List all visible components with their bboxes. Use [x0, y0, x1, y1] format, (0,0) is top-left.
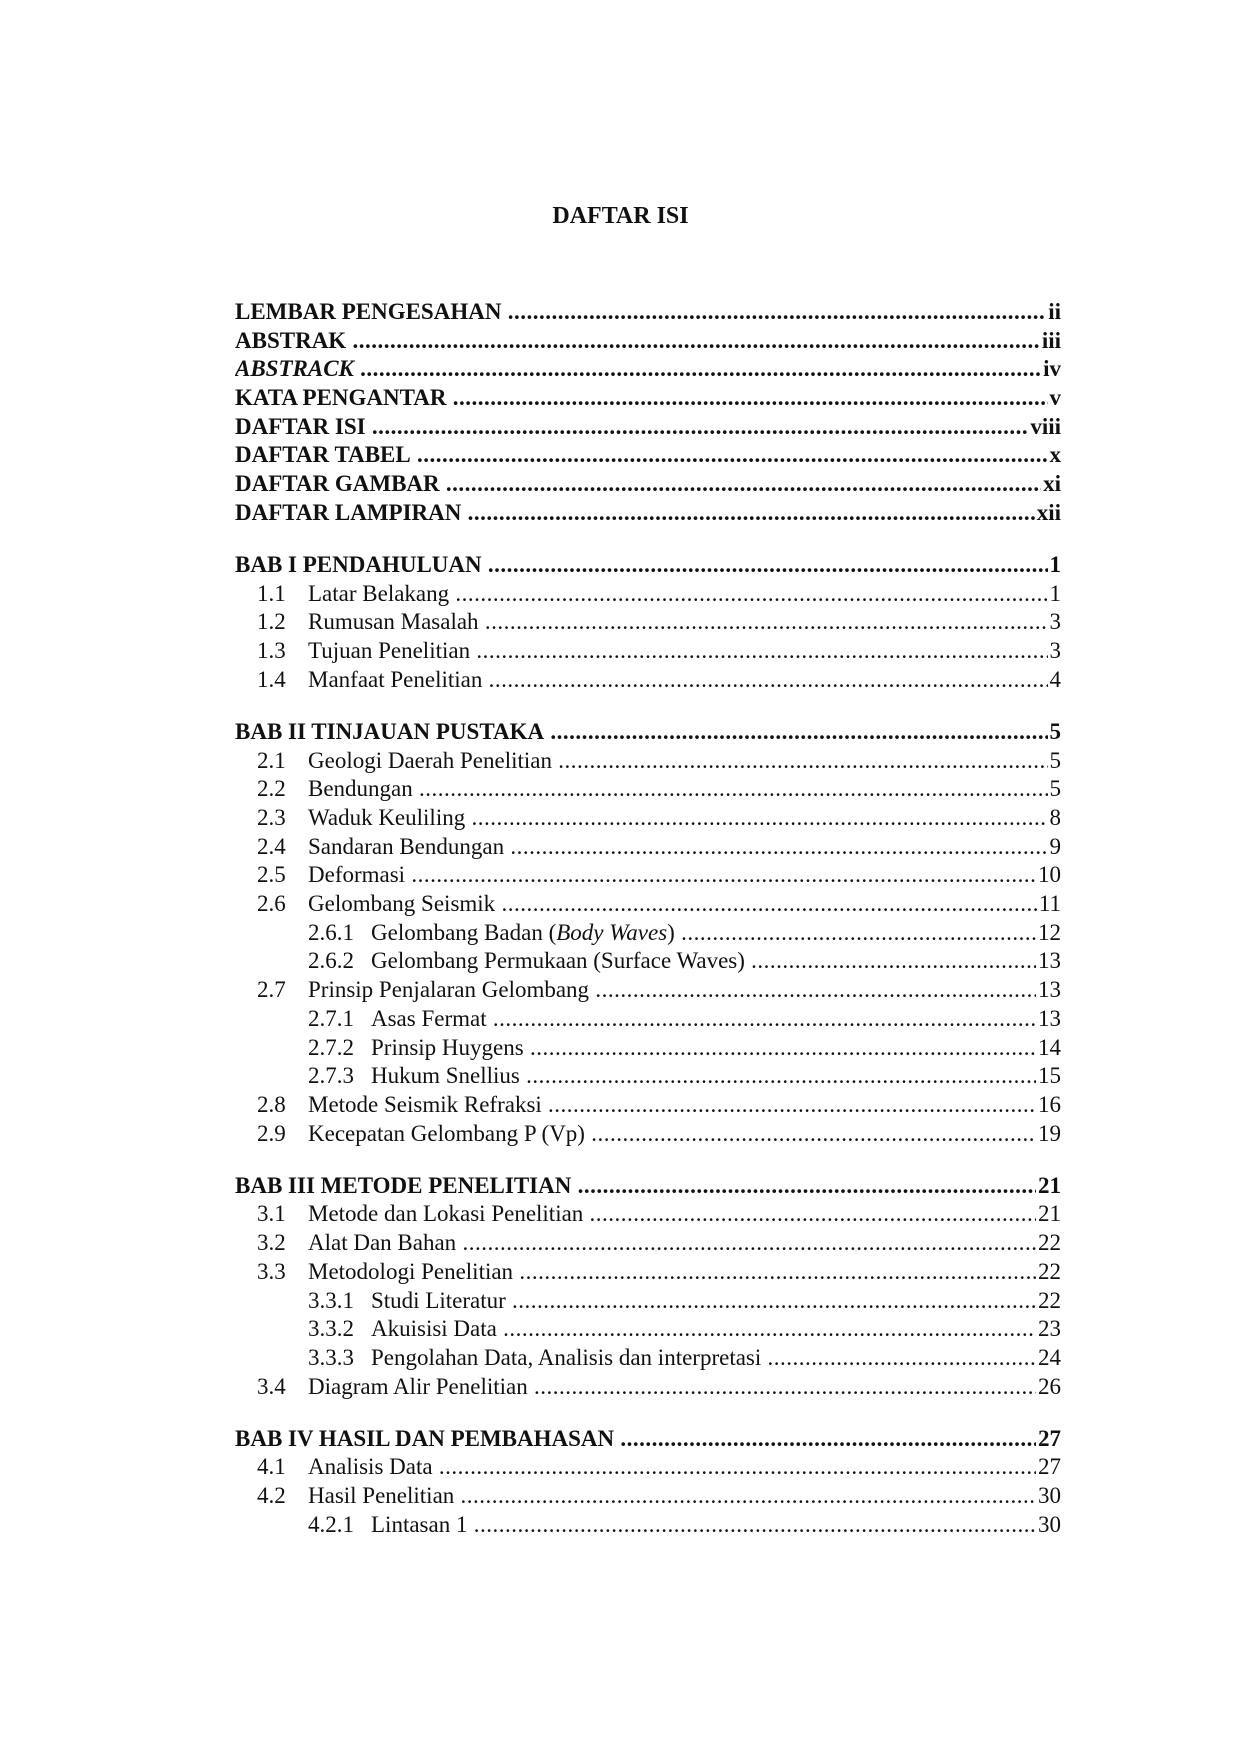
- dot-leader: [497, 1316, 1061, 1341]
- dot-leader: [366, 414, 1061, 439]
- dot-leader: [513, 1259, 1061, 1284]
- toc-section-label: Studi Literatur: [371, 1287, 506, 1313]
- toc-entry-page: 22: [1036, 1229, 1061, 1258]
- toc-entry-page: 30: [1036, 1511, 1061, 1540]
- toc-entry-page: 14: [1036, 1034, 1061, 1063]
- toc-entry-page: 3: [1048, 608, 1062, 637]
- toc-section-label: Waduk Keuliling: [308, 805, 466, 830]
- toc-section-label: Prinsip Penjalaran Gelombang: [308, 977, 590, 1003]
- dot-leader: [528, 1374, 1061, 1399]
- toc-section-number: 4.2.1: [308, 1511, 354, 1537]
- toc-section[interactable]: [235, 1200, 1061, 1229]
- toc-section-label: Metodologi Penelitian: [308, 1258, 514, 1284]
- toc-entry-abstrak[interactable]: [235, 327, 1061, 356]
- dot-leader: [501, 299, 1061, 324]
- toc-entry-page: 5: [1048, 718, 1062, 747]
- toc-chapter-title: BAB II TINJAUAN PUSTAKA: [235, 718, 545, 744]
- dot-leader: [495, 891, 1061, 916]
- toc-section-label: Pengolahan Data, Analisis dan interpretasi: [371, 1344, 762, 1370]
- toc-section-number: 2.4: [257, 833, 286, 859]
- toc-section-label: Analisis Data: [308, 1454, 433, 1480]
- toc-section[interactable]: [235, 666, 1061, 695]
- toc-subsection[interactable]: [235, 1315, 1061, 1344]
- dot-leader: [433, 1454, 1061, 1479]
- toc-chapter-title: BAB IV HASIL DAN PEMBAHASAN: [235, 1425, 615, 1451]
- dot-leader: [440, 471, 1061, 496]
- dot-leader: [346, 328, 1061, 353]
- toc-section-label: Manfaat Penelitian: [308, 666, 483, 692]
- toc-section-number: 2.9: [257, 1120, 286, 1146]
- toc-entry-page: 23: [1036, 1315, 1061, 1344]
- dot-leader: [482, 667, 1061, 692]
- toc-entry-page: v: [1048, 384, 1062, 413]
- toc-section-number: 1.4: [257, 666, 286, 692]
- toc-section-label: Tujuan Penelitian: [308, 638, 471, 664]
- toc-section-number: 2.7.2: [308, 1034, 354, 1060]
- toc-section-label: Gelombang Permukaan (Surface Waves): [371, 948, 745, 974]
- toc-entry-abstrack[interactable]: [235, 355, 1061, 384]
- toc-section-label: Bendungan: [308, 776, 413, 802]
- toc-entry-page: 5: [1048, 747, 1062, 776]
- dot-leader: [504, 834, 1061, 859]
- toc-section[interactable]: [235, 804, 1061, 833]
- dot-leader: [585, 1121, 1061, 1146]
- toc-subsection[interactable]: [235, 1062, 1061, 1091]
- dot-leader: [506, 1288, 1061, 1313]
- toc-subsection[interactable]: [235, 1344, 1061, 1373]
- toc-entry-page: 27: [1036, 1425, 1061, 1454]
- toc-section-number: 2.3: [257, 805, 286, 830]
- toc-chapter-bab-4[interactable]: [235, 1425, 1061, 1454]
- toc-entry-page: 4: [1048, 666, 1062, 695]
- dot-leader: [571, 1173, 1061, 1198]
- toc-chapter-bab-2[interactable]: [235, 718, 1061, 747]
- toc-section-label: Deformasi: [308, 862, 406, 888]
- toc-section[interactable]: [235, 580, 1061, 609]
- toc-section-number: 1.3: [257, 638, 286, 664]
- toc-entry-page: iv: [1041, 355, 1061, 384]
- toc-section-label: Asas Fermat: [371, 1005, 487, 1031]
- toc-section-number: 2.2: [257, 776, 286, 802]
- table-of-contents: [235, 298, 1061, 1540]
- toc-entry-label: DAFTAR LAMPIRAN: [235, 499, 462, 525]
- toc-section-label: Geologi Daerah Penelitian: [308, 747, 552, 773]
- toc-entry-page: x: [1048, 441, 1062, 470]
- toc-entry-label: DAFTAR GAMBAR: [235, 471, 440, 497]
- dot-leader: [456, 1230, 1061, 1255]
- toc-section-number: 3.3.2: [308, 1316, 354, 1342]
- toc-section-label: Latar Belakang: [308, 580, 450, 606]
- toc-section[interactable]: [235, 1453, 1061, 1482]
- toc-section-number: 2.7.1: [308, 1005, 354, 1031]
- dot-leader: [589, 977, 1061, 1002]
- toc-entry-page: 1: [1048, 580, 1062, 609]
- toc-entry-lembar-pengesahan[interactable]: [235, 298, 1061, 327]
- toc-subsection[interactable]: [235, 947, 1061, 976]
- toc-entry-page: 24: [1036, 1344, 1061, 1373]
- toc-chapter-title: BAB III METODE PENELITIAN: [235, 1172, 572, 1198]
- toc-section-label-italic: Body Waves: [556, 919, 668, 945]
- toc-section[interactable]: [235, 1229, 1061, 1258]
- toc-chapter-title: BAB I PENDAHULUAN: [235, 552, 482, 577]
- toc-section-label: Metode dan Lokasi Penelitian: [308, 1201, 584, 1227]
- toc-entry-page: viii: [1028, 413, 1061, 442]
- toc-section-number: 2.6.1: [308, 919, 354, 945]
- toc-entry-label: DAFTAR ISI: [235, 413, 366, 439]
- toc-entry-daftar-lampiran[interactable]: [235, 499, 1061, 528]
- toc-entry-label: KATA PENGANTAR: [235, 385, 447, 411]
- dot-leader: [405, 862, 1061, 887]
- toc-section-label: Prinsip Huygens: [371, 1034, 524, 1060]
- toc-entry-page: xi: [1041, 470, 1061, 499]
- toc-section-label: Rumusan Masalah: [308, 609, 479, 635]
- dot-leader: [524, 1035, 1061, 1060]
- toc-section[interactable]: [235, 833, 1061, 862]
- toc-entry-label: ABSTRACK: [235, 356, 354, 382]
- toc-section-number: 2.6.2: [308, 948, 354, 974]
- toc-section-number: 2.6: [257, 891, 286, 917]
- toc-section-label: Akuisisi Data: [371, 1316, 497, 1342]
- toc-section-number: 4.1: [257, 1454, 286, 1480]
- toc-entry-page: 19: [1036, 1120, 1061, 1149]
- toc-entry-page: 8: [1048, 804, 1062, 833]
- dot-leader: [465, 805, 1061, 830]
- dot-leader: [449, 581, 1061, 606]
- toc-entry-page: 22: [1036, 1287, 1061, 1316]
- toc-section-label: Kecepatan Gelombang P (Vp): [308, 1120, 585, 1146]
- dot-leader: [583, 1201, 1061, 1226]
- dot-leader: [446, 385, 1061, 410]
- dot-leader: [482, 552, 1061, 577]
- toc-entry-page: iii: [1040, 327, 1061, 356]
- toc-section-number: 2.7.3: [308, 1063, 354, 1089]
- toc-entry-daftar-isi[interactable]: [235, 413, 1061, 442]
- toc-entry-label: LEMBAR PENGESAHAN: [235, 299, 502, 324]
- dot-leader: [461, 500, 1061, 525]
- toc-section[interactable]: [235, 1482, 1061, 1511]
- toc-section[interactable]: [235, 775, 1061, 804]
- toc-entry-daftar-tabel[interactable]: [235, 441, 1061, 470]
- dot-leader: [745, 948, 1061, 973]
- dot-leader: [470, 638, 1061, 663]
- toc-section-number: 2.5: [257, 862, 286, 888]
- toc-entry-page: 15: [1036, 1062, 1061, 1091]
- toc-entry-page: ii: [1046, 298, 1061, 327]
- toc-section-label-part: Gelombang Badan (: [371, 919, 557, 945]
- toc-entry-page: 11: [1037, 890, 1061, 919]
- dot-leader: [354, 356, 1061, 381]
- dot-leader: [479, 609, 1061, 634]
- toc-section-number: 2.1: [257, 747, 286, 773]
- toc-chapter-bab-1[interactable]: [235, 551, 1061, 580]
- toc-entry-page: 30: [1036, 1482, 1061, 1511]
- page-title: DAFTAR ISI: [552, 203, 689, 229]
- toc-entry-page: 27: [1036, 1453, 1061, 1482]
- toc-section-label-part: ): [667, 919, 675, 945]
- toc-section-label: Hukum Snellius: [371, 1063, 520, 1089]
- toc-subsection[interactable]: [235, 919, 1061, 948]
- toc-entry-page: 10: [1036, 861, 1061, 890]
- toc-entry-daftar-gambar[interactable]: [235, 470, 1061, 499]
- toc-entry-kata-pengantar[interactable]: [235, 384, 1061, 413]
- toc-chapter-bab-3[interactable]: [235, 1172, 1061, 1201]
- toc-section-number: 1.1: [257, 580, 286, 606]
- toc-section-label: Lintasan 1: [371, 1511, 468, 1537]
- toc-section-number: 4.2: [257, 1483, 286, 1509]
- toc-section-number: 3.2: [257, 1230, 286, 1256]
- toc-section-label: Gelombang Seismik: [308, 891, 496, 917]
- dot-leader: [487, 1006, 1061, 1031]
- toc-section-label: Alat Dan Bahan: [308, 1230, 457, 1256]
- toc-section-number: 3.3: [257, 1258, 286, 1284]
- toc-section[interactable]: [235, 637, 1061, 666]
- toc-section-number: 3.3.3: [308, 1344, 354, 1370]
- dot-leader: [520, 1063, 1061, 1088]
- toc-section-number: 2.8: [257, 1091, 286, 1117]
- dot-leader: [614, 1426, 1061, 1451]
- toc-section-label: Diagram Alir Penelitian: [308, 1373, 528, 1399]
- toc-entry-page: 13: [1036, 947, 1061, 976]
- toc-section-number: 2.7: [257, 977, 286, 1003]
- dot-leader: [454, 1483, 1061, 1508]
- dot-leader: [542, 1092, 1061, 1117]
- toc-section[interactable]: [235, 608, 1061, 637]
- toc-section[interactable]: [235, 1091, 1061, 1120]
- toc-entry-page: xii: [1035, 499, 1061, 528]
- dot-leader: [552, 748, 1061, 773]
- toc-section-label: Metode Seismik Refraksi: [308, 1091, 542, 1117]
- toc-section[interactable]: [235, 1258, 1061, 1287]
- dot-leader: [411, 442, 1061, 467]
- toc-entry-label: DAFTAR TABEL: [235, 442, 411, 468]
- toc-section[interactable]: [235, 1373, 1061, 1402]
- toc-entry-page: 13: [1036, 1005, 1061, 1034]
- toc-section-label: Sandaran Bendungan: [308, 833, 505, 859]
- toc-subsection[interactable]: [235, 1034, 1061, 1063]
- dot-leader: [675, 920, 1061, 945]
- toc-entry-page: 9: [1048, 833, 1062, 862]
- toc-entry-label: ABSTRAK: [235, 327, 347, 353]
- toc-section-number: 3.4: [257, 1373, 286, 1399]
- toc-section-number: 1.2: [257, 609, 286, 635]
- toc-subsection[interactable]: [235, 1511, 1061, 1540]
- toc-subsection[interactable]: [235, 1005, 1061, 1034]
- toc-section-number: 3.3.1: [308, 1287, 354, 1313]
- toc-entry-page: 5: [1048, 775, 1062, 804]
- toc-section[interactable]: [235, 747, 1061, 776]
- toc-entry-page: 3: [1048, 637, 1062, 666]
- dot-leader: [544, 719, 1061, 744]
- toc-entry-page: 16: [1036, 1091, 1061, 1120]
- toc-section[interactable]: [235, 890, 1061, 919]
- toc-section-number: 3.1: [257, 1201, 286, 1227]
- toc-entry-page: 26: [1036, 1373, 1061, 1402]
- toc-entry-page: 12: [1036, 919, 1061, 948]
- toc-entry-page: 21: [1036, 1172, 1061, 1201]
- toc-entry-page: 13: [1036, 976, 1061, 1005]
- dot-leader: [467, 1512, 1061, 1537]
- toc-entry-page: 1: [1048, 551, 1062, 580]
- toc-entry-page: 21: [1036, 1200, 1061, 1229]
- toc-section[interactable]: [235, 1120, 1061, 1149]
- dot-leader: [761, 1345, 1061, 1370]
- toc-section-label: Hasil Penelitian: [308, 1483, 455, 1509]
- toc-subsection[interactable]: [235, 1287, 1061, 1316]
- toc-section[interactable]: [235, 976, 1061, 1005]
- toc-section[interactable]: [235, 861, 1061, 890]
- dot-leader: [413, 776, 1061, 801]
- toc-entry-page: 22: [1036, 1258, 1061, 1287]
